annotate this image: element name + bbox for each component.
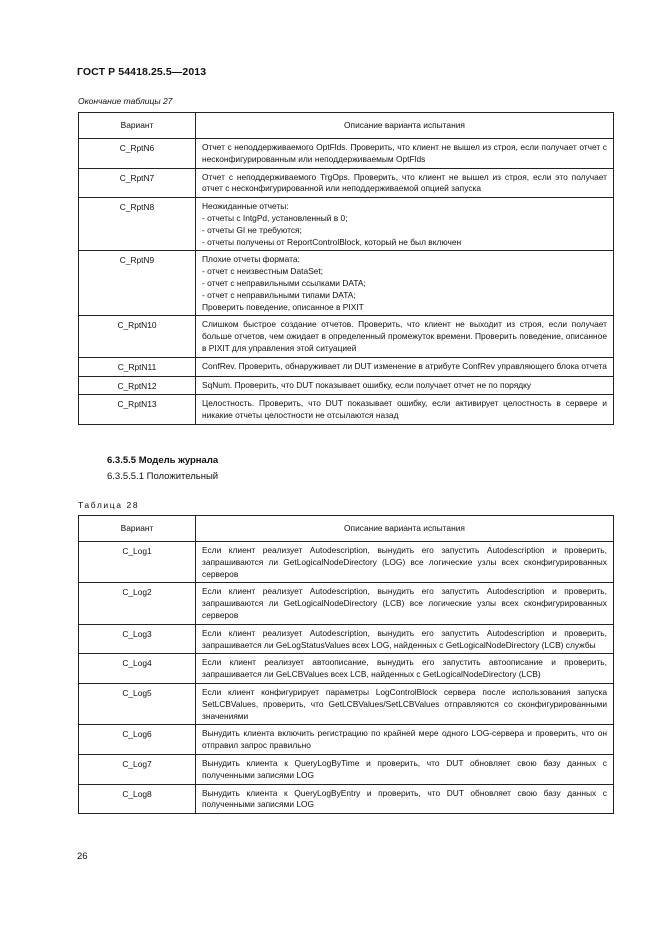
table-row <box>79 316 614 357</box>
column-header-variant: Вариант <box>79 113 196 139</box>
table-row <box>79 784 614 814</box>
description-cell: Отчет с неподдерживаемого TrgOps. Проверить, что клиент не вышел из строя, если это получает отчет с несконфигурированной или неподдерживаемой опцией запуска <box>196 168 614 198</box>
variant-cell: C_Log4 <box>79 654 196 684</box>
variant-cell: C_Log7 <box>79 754 196 784</box>
table-row <box>79 542 614 583</box>
variant-cell: C_Log3 <box>79 624 196 654</box>
variant-cell: C_RptN9 <box>79 251 196 316</box>
description-cell: Если клиент реализует Autodescription, вынудить его запустить Autodescription и проверить, запрашиваются ли GetLogicalNodeDirectory (LOG) все логические узлы всех сконфигурированных серверов <box>196 542 614 583</box>
table-27 <box>78 112 614 425</box>
table-row <box>79 251 614 316</box>
table-row <box>79 583 614 624</box>
description-cell: Если клиент реализует Autodescription, вынудить его запустить Autodescription и проверить, запрашиваются ли GetLogicalNodeDirectory (LCB) все логические узлы всех сконфигурированных серверов <box>196 583 614 624</box>
column-header-description: Описание варианта испытания <box>196 516 614 542</box>
page-number: 26 <box>77 851 88 862</box>
variant-cell: C_Log2 <box>79 583 196 624</box>
variant-cell: C_Log8 <box>79 784 196 814</box>
table-row <box>79 376 614 395</box>
table-header-row <box>79 516 614 542</box>
column-header-variant: Вариант <box>79 516 196 542</box>
description-cell: Если клиент реализует автоописание, вынудить его запустить автоописание и проверить, запрашивается ли GeLCBValues всех LCB, найденных с GetLogicalNodeDirectory (LCB) <box>196 654 614 684</box>
description-cell: Целостность. Проверить, что DUT показывает ошибку, если активирует целостность в сервере и никакие отчеты целостности не отсылаются назад <box>196 395 614 425</box>
description-cell: Плохие отчеты формата: - отчет с неизвестным DataSet; - отчет с неправильными ссылками DATA; - отчет с неправильными типами DATA; Проверить поведение, описанное в PIXIT <box>196 251 614 316</box>
description-cell: Вынудить клиента включить регистрацию по крайней мере одного LOG-сервера и проверить, что он отправил запрос правильно <box>196 725 614 755</box>
description-cell: Слишком быстрое создание отчетов. Проверить, что клиент не выходит из строя, если получает больше отчетов, чем ожидает в определенный промежуток времени. Проверить поведение, описанное в PIXIT для управления этой ситуацией <box>196 316 614 357</box>
variant-cell: C_Log1 <box>79 542 196 583</box>
section-heading: 6.3.5.5 Модель журнала <box>107 455 219 466</box>
subsection-heading: 6.3.5.5.1 Положительный <box>107 471 219 482</box>
description-cell: Неожиданные отчеты: - отчеты с IntgPd, установленный в 0; - отчеты GI не требуются; - отчеты получены от ReportControlBlock, который не был включен <box>196 198 614 251</box>
table-row <box>79 654 614 684</box>
table27-caption: Окончание таблицы 27 <box>78 96 173 106</box>
table-row <box>79 357 614 376</box>
description-cell: ConfRev. Проверить, обнаруживает ли DUT изменение в атрибуте ConfRev управляющего блока отчета <box>196 357 614 376</box>
variant-cell: C_Log6 <box>79 725 196 755</box>
document-header: ГОСТ Р 54418.25.5—2013 <box>77 66 207 78</box>
column-header-description: Описание варианта испытания <box>196 113 614 139</box>
variant-cell: C_RptN12 <box>79 376 196 395</box>
table-row <box>79 139 614 169</box>
table-row <box>79 754 614 784</box>
table-row <box>79 168 614 198</box>
table-row <box>79 683 614 724</box>
table28-caption: Таблица 28 <box>78 500 140 510</box>
table-row <box>79 624 614 654</box>
description-cell: SqNum. Проверить, что DUT показывает ошибку, если получает отчет не по порядку <box>196 376 614 395</box>
variant-cell: C_RptN6 <box>79 139 196 169</box>
description-cell: Вынудить клиента к QueryLogByEntry и проверить, что DUT обновляет свою базу данных с полученными записями LOG <box>196 784 614 814</box>
description-cell: Вынудить клиента к QueryLogByTime и проверить, что DUT обновляет свою базу данных с полученными записями LOG <box>196 754 614 784</box>
variant-cell: C_RptN8 <box>79 198 196 251</box>
description-cell: Если клиент реализует Autodescription, вынудить его запустить Autodescription и проверить, запрашивается ли GeLogStatusValues всех LOG, найденных с GetLogicalNodeDirectory (LCB) службы <box>196 624 614 654</box>
table-row <box>79 725 614 755</box>
variant-cell: C_Log5 <box>79 683 196 724</box>
description-cell: Отчет с неподдерживаемого OptFlds. Проверить, что клиент не вышел из строя, если получает отчет с несконфигурированным или неподдерживаемым OptFlds <box>196 139 614 169</box>
variant-cell: C_RptN13 <box>79 395 196 425</box>
description-cell: Если клиент конфигурирует параметры LogControlBlock сервера после использования запуска SetLCBValues, проверить, что GetLCBValues/SetLCBValues отправляются со сконфигурированными значениями <box>196 683 614 724</box>
table-28 <box>78 515 614 814</box>
table-row <box>79 198 614 251</box>
table-row <box>79 395 614 425</box>
table-header-row <box>79 113 614 139</box>
variant-cell: C_RptN11 <box>79 357 196 376</box>
variant-cell: C_RptN10 <box>79 316 196 357</box>
variant-cell: C_RptN7 <box>79 168 196 198</box>
